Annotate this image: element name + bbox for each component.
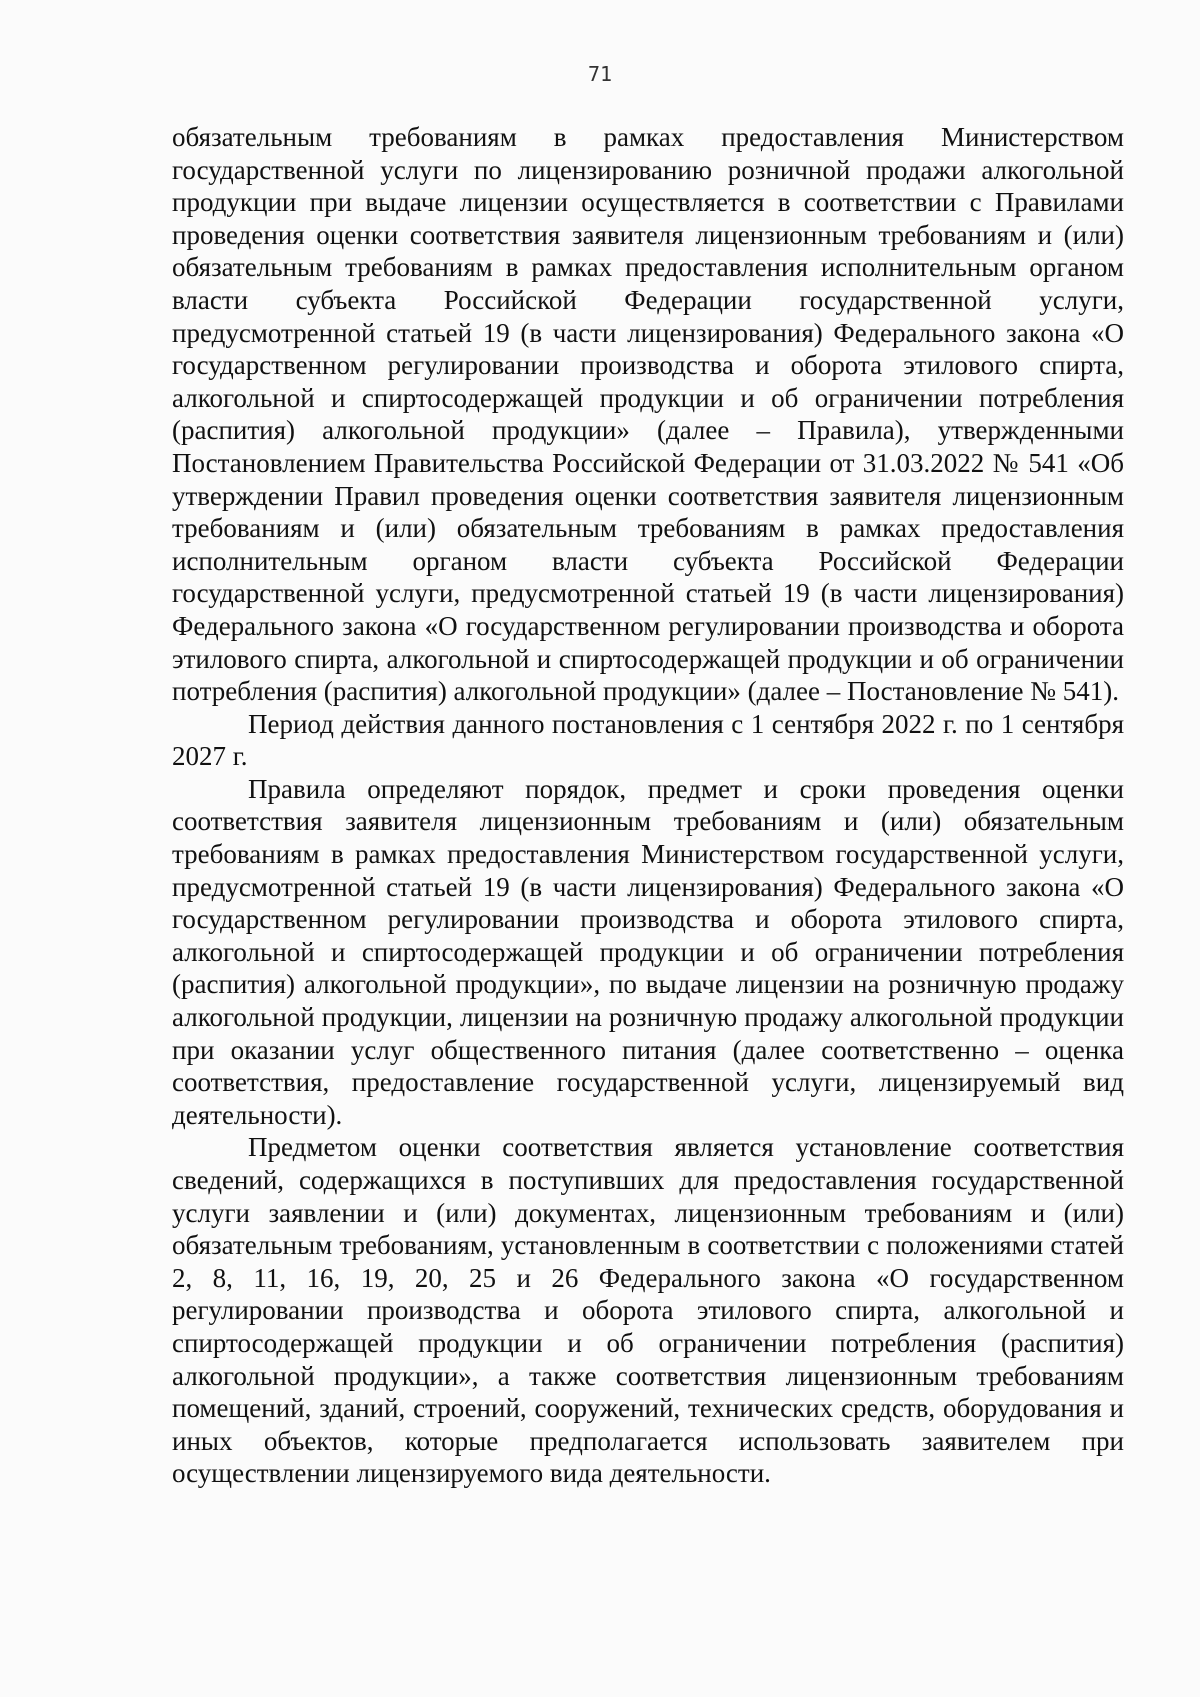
paragraph-assessment-subject: Предметом оценки соответствия является установление соответствия сведений, содержащихся в поступивших для предоставления государственной услуги заявлении и (или) документах, лицензионным требованиям и (или) обязательным требованиям, установленным в соответствии с положениями статей 2, 8, 11, 16, 19, 20, 25 и 26 Федерального закона «О государственном регулировании производства и оборота этилового спирта, алкогольной и спиртосодержащей продукции и об ограничении потребления (распития) алкогольной продукции», а также соответствия лицензионным требованиям помещений, зданий, строений, сооружений, технических средств, оборудования и иных объектов, которые предполагается использовать заявителем при осуществлении лицензируемого вида деятельности. xyxy=(172,1132,1124,1489)
paragraph-validity-period: Период действия данного постановления с 1 сентября 2022 г. по 1 сентября 2027 г. xyxy=(172,708,1124,772)
document-body xyxy=(172,121,1124,1490)
page-number: 71 xyxy=(587,62,613,86)
paragraph-rules-scope: Правила определяют порядок, предмет и сроки проведения оценки соответствия заявителя лицензионным требованиям и (или) обязательным требованиям в рамках предоставления Министерством государственной услуги, предусмотренной статьей 19 (в части лицензирования) Федерального закона «О государственном регулировании производства и оборота этилового спирта, алкогольной и спиртосодержащей продукции и об ограничении потребления (распития) алкогольной продукции», по выдаче лицензии на розничную продажу алкогольной продукции, лицензии на розничную продажу алкогольной продукции при оказании услуг общественного питания (далее соответственно – оценка соответствия, предоставление государственной услуги, лицензируемый вид деятельности). xyxy=(172,773,1124,1130)
paragraph-continuation: обязательным требованиям в рамках предоставления Министерством государственной услуги по лицензированию розничной продажи алкогольной продукции при выдаче лицензии осуществляется в соответствии с Правилами проведения оценки соответствия заявителя лицензионным требованиям и (или) обязательным требованиям в рамках предоставления исполнительным органом власти субъекта Российской Федерации государственной услуги, предусмотренной статьей 19 (в части лицензирования) Федерального закона «О государственном регулировании производства и оборота этилового спирта, алкогольной и спиртосодержащей продукции и об ограничении потребления (распития) алкогольной продукции» (далее – Правила), утвержденными Постановлением Правительства Российской Федерации от 31.03.2022 № 541 «Об утверждении Правил проведения оценки соответствия заявителя лицензионным требованиям и (или) обязательным требованиям в рамках предоставления исполнительным органом власти субъекта Российской Федерации государственной услуги, предусмотренной статьей 19 (в части лицензирования) Федерального закона «О государственном регулировании производства и оборота этилового спирта, алкогольной и спиртосодержащей продукции и об ограничении потребления (распития) алкогольной продукции» (далее – Постановление № 541). xyxy=(172,122,1124,707)
